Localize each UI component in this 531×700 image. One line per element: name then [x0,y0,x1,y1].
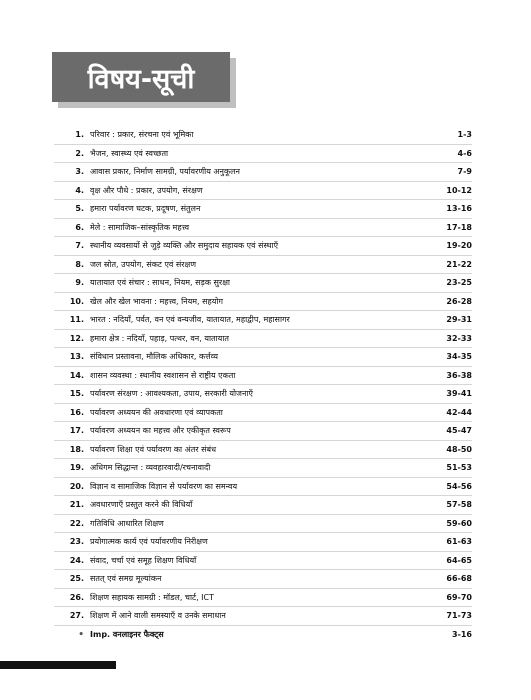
toc-title: हमारा क्षेत्र : नदियाँ, पहाड़, पत्थर, वन, यातायात [90,333,229,343]
toc-row-extra[interactable] [54,626,472,645]
toc-row[interactable] [54,219,472,238]
footer-bar [0,661,116,669]
toc-number: 11. [69,315,84,325]
toc-row[interactable] [54,404,472,423]
toc-row[interactable] [54,237,472,256]
toc-number: 20. [69,481,84,491]
toc-number: 23. [69,537,84,547]
toc-number: 10. [69,296,84,306]
toc-row[interactable] [54,607,472,626]
table-of-contents [54,126,472,644]
toc-row[interactable] [54,552,472,571]
toc-pages: 71-73 [446,611,472,621]
toc-pages: 13-16 [446,204,472,214]
toc-number: 12. [69,333,84,343]
toc-number: 22. [69,518,84,528]
toc-title: मेले : सामाजिक–सांस्कृतिक महत्त्व [90,222,190,232]
toc-title: अधिगम सिद्धान्त : व्यवहारवादी/रचनावादी [90,463,211,473]
toc-row[interactable] [54,126,472,145]
toc-title: पर्यावरण अध्ययन का महत्त्व और एकीकृत स्वरूप [90,426,231,436]
toc-number: 6. [75,222,84,232]
toc-row[interactable] [54,200,472,219]
toc-number: 13. [69,352,84,362]
toc-pages: 34-35 [446,352,472,362]
toc-number: 18. [69,444,84,454]
toc-title: संविधान प्रस्तावना, मौलिक अधिकार, कर्त्तव्य [90,352,219,362]
toc-pages: 51-53 [446,463,472,473]
toc-row[interactable] [54,570,472,589]
toc-title: संवाद, चर्चा एवं समूह शिक्षण विधियाँ [90,555,197,565]
toc-title: Imp. वनलाइनर फैक्ट्स [90,630,164,640]
toc-pages: 57-58 [446,500,472,510]
toc-number: 19. [69,463,84,473]
toc-pages: 1-3 [457,130,472,140]
toc-row[interactable] [54,515,472,534]
toc-pages: 26-28 [446,296,472,306]
toc-title: भैजन, स्वास्थ्य एवं स्वच्छता [90,148,169,158]
toc-pages: 42-44 [446,407,472,417]
toc-pages: 66-68 [446,574,472,584]
toc-title: विज्ञान व सामाजिक विज्ञान से पर्यावरण का समन्वय [90,481,238,491]
toc-pages: 61-63 [446,537,472,547]
toc-number: 15. [69,389,84,399]
toc-title: पर्यावरण संरक्षण : आवश्यकता, उपाय, सरकारी योजनाएँ [90,389,253,399]
toc-row[interactable] [54,589,472,608]
toc-number: 2. [75,148,84,158]
toc-title: परिवार : प्रकार, संरचना एवं भूमिका [90,130,194,140]
toc-pages: 10-12 [446,185,472,195]
toc-row[interactable] [54,496,472,515]
toc-row[interactable] [54,274,472,293]
toc-row[interactable] [54,256,472,275]
toc-pages: 3-16 [451,630,472,640]
toc-number: 1. [75,130,84,140]
toc-title: प्रयोगात्मक कार्य एवं पर्यावरणीय निरीक्षण [90,537,208,547]
toc-pages: 23-25 [446,278,472,288]
toc-row[interactable] [54,422,472,441]
toc-title: शिक्षण में आने वाली समस्याएँ व उनके समाधान [90,611,226,621]
bullet-icon: • [78,629,84,640]
toc-row[interactable] [54,367,472,386]
toc-title: हमारा पर्यावरण घटक, प्रदूषण, संतुलन [90,204,201,214]
toc-number: 24. [69,555,84,565]
toc-number: 8. [75,259,84,269]
toc-title: अवधारणाएँ प्रस्तुत करने की विधियाँ [90,500,193,510]
toc-title: शासन व्यवस्था : स्थानीय स्वशासन से राष्ट्रीय एकता [90,370,236,380]
toc-number: 21. [69,500,84,510]
toc-row[interactable] [54,459,472,478]
toc-title: स्थानीय व्यवसायों से जुड़े व्यक्ति और समुदाय सहायक एवं संस्थाएँ [90,241,279,251]
toc-pages: 59-60 [446,518,472,528]
toc-pages: 45-47 [446,426,472,436]
toc-number: 16. [69,407,84,417]
toc-row[interactable] [54,441,472,460]
toc-row[interactable] [54,145,472,164]
toc-row[interactable] [54,348,472,367]
toc-number: 4. [75,185,84,195]
toc-pages: 64-65 [446,555,472,565]
toc-number: 7. [75,241,84,251]
toc-pages: 21-22 [446,259,472,269]
toc-pages: 7-9 [457,167,472,177]
toc-row[interactable] [54,293,472,312]
toc-title: पर्यावरण शिक्षा एवं पर्यावरण का अंतर संबंध [90,444,217,454]
toc-number: 27. [69,611,84,621]
toc-title: वृक्ष और पौधे : प्रकार, उपयोग, संरक्षण [90,185,203,195]
toc-title: आवास प्रकार, निर्माण सामग्री, पर्यावरणीय अनुकूलन [90,167,240,177]
toc-row[interactable] [54,330,472,349]
toc-number: 14. [69,370,84,380]
toc-pages: 54-56 [446,481,472,491]
toc-number: 5. [75,204,84,214]
toc-number: 3. [75,167,84,177]
toc-row[interactable] [54,533,472,552]
toc-pages: 39-41 [446,389,472,399]
toc-number: 9. [75,278,84,288]
toc-title: पर्यावरण अध्ययन की अवधारणा एवं व्यापकता [90,407,223,417]
toc-row[interactable] [54,478,472,497]
toc-number: 17. [69,426,84,436]
toc-pages: 36-38 [446,370,472,380]
toc-number: 25. [69,574,84,584]
title-banner [52,52,230,102]
toc-pages: 17-18 [446,222,472,232]
toc-row[interactable] [54,311,472,330]
toc-row[interactable] [54,182,472,201]
toc-title: खेल और खेल भावना : महत्त्व, नियम, सहयोग [90,296,224,306]
toc-title: सतत् एवं समग्र मूल्यांकन [90,574,162,584]
toc-title: भारत : नदियाँ, पर्वत, वन एवं वन्यजीव, यातायात, महाद्वीप, महासागर [90,315,290,325]
toc-pages: 29-31 [446,315,472,325]
toc-pages: 4-6 [457,148,472,158]
toc-pages: 32-33 [446,333,472,343]
toc-row[interactable] [54,163,472,182]
toc-number: 26. [69,592,84,602]
toc-pages: 48-50 [446,444,472,454]
toc-pages: 19-20 [446,241,472,251]
toc-pages: 69-70 [446,592,472,602]
toc-title: यातायात एवं संचार : साधन, नियम, सड़क सुरक्षा [90,278,230,288]
toc-title: शिक्षण सहायक सामग्री : मॉडल, चार्ट, ICT [90,592,215,602]
page-title: विषय-सूची [52,52,230,102]
toc-title: गतिविधि आधारित शिक्षण [90,518,164,528]
toc-title: जल स्रोत, उपयोग, संकट एवं संरक्षण [90,259,197,269]
toc-row[interactable] [54,385,472,404]
